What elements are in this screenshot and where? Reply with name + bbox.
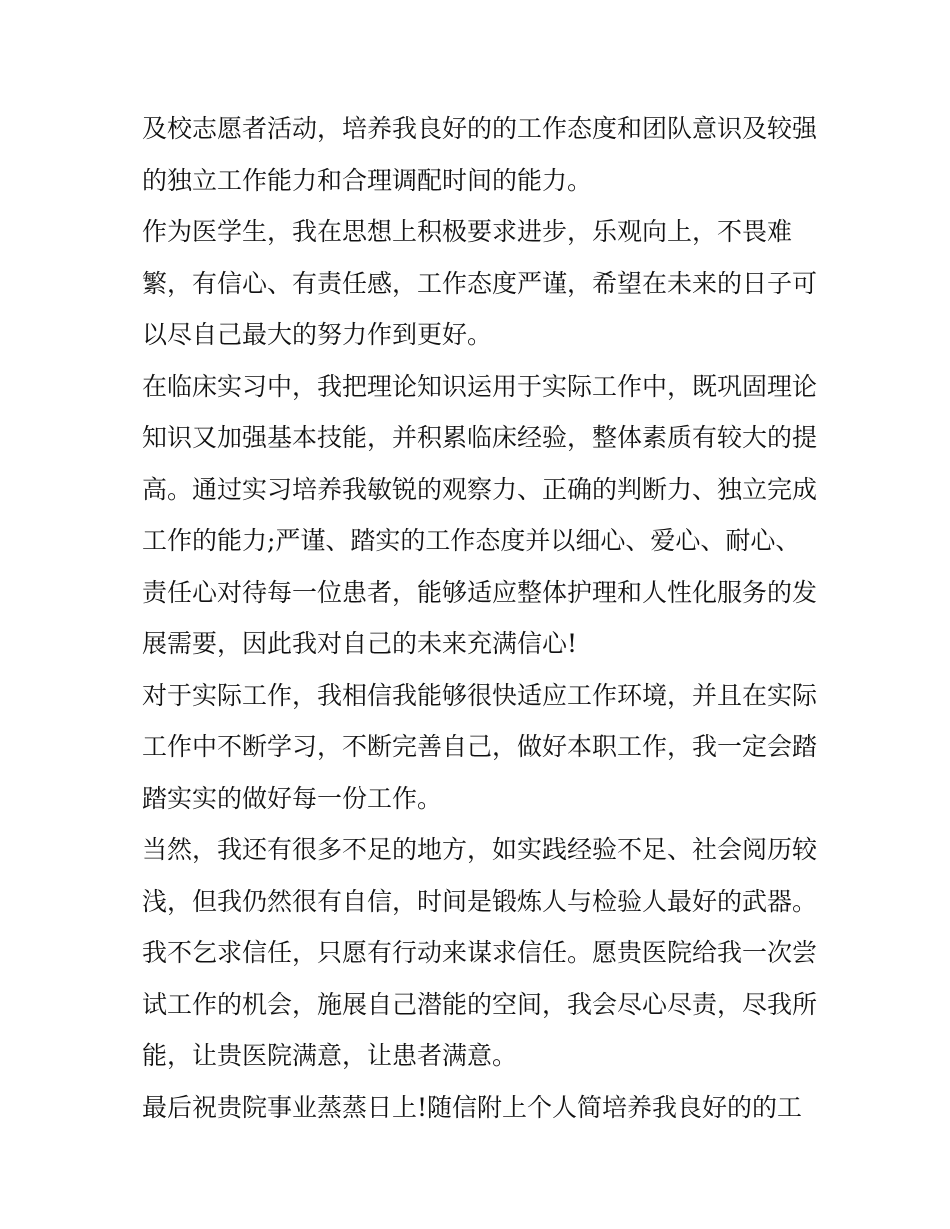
- text-line: 以尽自己最大的努力作到更好。: [142, 320, 493, 349]
- text-line: 展需要，因此我对自己的未来充满信心!: [142, 629, 578, 658]
- text-line: 在临床实习中，我把理论知识运用于实际工作中，既巩固理论: [142, 371, 818, 401]
- text-line: 高。通过实习培养我敏锐的观察力、正确的判断力、独立完成: [142, 474, 818, 504]
- text-line: 作为医学生，我在思想上积极要求进步，乐观向上，不畏难: [142, 217, 793, 246]
- text-line: 最后祝贵院事业蒸蒸日上!随信附上个人简培养我良好的的工: [142, 1092, 803, 1122]
- text-line: 责任心对待每一位患者，能够适应整体护理和人性化服务的发: [142, 577, 818, 607]
- text-line: 对于实际工作，我相信我能够很快适应工作环境，并且在实际: [142, 680, 818, 710]
- text-line: 知识又加强基本技能，并积累临床经验，整体素质有较大的提: [142, 423, 818, 452]
- text-line: 我不乞求信任，只愿有行动来谋求信任。愿贵医院给我一次尝: [142, 938, 818, 967]
- text-line: 的独立工作能力和合理调配时间的能力。: [142, 165, 593, 195]
- text-line: 工作的能力;严谨、踏实的工作态度并以细心、爱心、耐心、: [142, 526, 801, 555]
- text-line: 浅，但我仍然很有自信，时间是锻炼人与检验人最好的武器。: [142, 886, 818, 916]
- text-line: 能，让贵医院满意，让患者满意。: [142, 1041, 518, 1070]
- text-line: 及校志愿者活动，培养我良好的的工作态度和团队意识及较强: [142, 114, 818, 143]
- text-line: 工作中不断学习，不断完善自己，做好本职工作，我一定会踏: [142, 732, 818, 761]
- text-line: 试工作的机会，施展自己潜能的空间，我会尽心尽责，尽我所: [142, 989, 818, 1019]
- text-line: 踏实实的做好每一份工作。: [142, 783, 443, 813]
- text-line: 繁，有信心、有责任感，工作态度严谨，希望在未来的日子可: [142, 268, 818, 298]
- document-body: [142, 103, 822, 1133]
- text-line: 当然，我还有很多不足的地方，如实践经验不足、社会阅历较: [142, 835, 818, 864]
